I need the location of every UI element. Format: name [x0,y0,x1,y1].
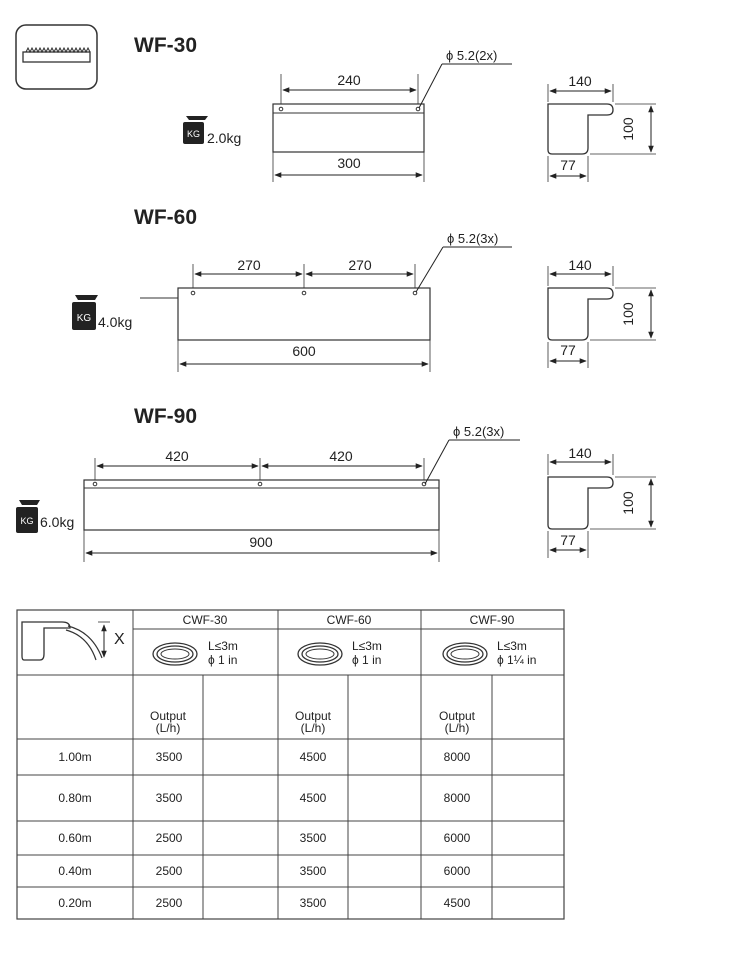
hose-length: L≤3m [352,639,382,653]
weight-value: 6.0kg [40,514,75,530]
weight-icon-label: KG [186,129,201,139]
side-height: 100 [620,302,636,326]
row-height: 0.20m [58,896,92,910]
row-height: 0.80m [58,791,92,805]
weight-icon [72,295,98,330]
weight-icon-label: KG [20,516,34,526]
row-height: 1.00m [58,750,92,764]
model-title: WF-90 [134,405,197,428]
side-view [548,477,613,529]
length-value: 300 [337,155,361,171]
fall-height-label: X [114,631,125,648]
output-value: 3500 [155,750,183,764]
side-width: 140 [568,257,592,273]
column-header: CWF-60 [326,613,372,627]
weight-value: 4.0kg [98,314,133,330]
side-depth: 77 [560,532,576,548]
output-value: 3500 [299,864,327,878]
output-value: 4500 [299,791,327,805]
length-value: 900 [249,534,273,550]
hose-length: L≤3m [497,639,527,653]
output-value: 6000 [443,831,471,845]
output-value: 8000 [443,750,471,764]
product-wf-60 [72,206,656,372]
column-header: CWF-30 [182,613,228,627]
hole-spacing: 240 [337,72,361,88]
hose-length: L≤3m [208,639,238,653]
output-value: 3500 [155,791,183,805]
row-height: 0.40m [58,864,92,878]
output-value: 3500 [299,896,327,910]
product-wf-90 [16,405,656,562]
output-value: 2500 [155,896,183,910]
side-depth: 77 [560,342,576,358]
waterfall-product-icon [16,25,97,89]
side-depth: 77 [560,157,576,173]
hole-spacing: 270 [237,257,261,273]
column-header: CWF-90 [469,613,515,627]
hose-diameter: ϕ 1 in [352,653,382,667]
weight-icon-label: KG [76,313,92,324]
model-title: WF-60 [134,206,197,229]
hole-spacing: 270 [348,257,372,273]
front-view [84,480,439,530]
output-value: 2500 [155,864,183,878]
front-view [178,288,430,340]
output-unit: (L/h) [300,721,326,735]
side-width: 140 [568,445,592,461]
hole-spacing: 420 [329,448,353,464]
output-value: 4500 [443,896,471,910]
output-value: 4500 [299,750,327,764]
weight-value: 2.0kg [207,130,242,146]
hose-diameter: ϕ 1¼ in [497,653,537,667]
side-view [548,104,613,154]
output-unit: (L/h) [444,721,470,735]
output-table [17,610,564,919]
hole-callout: ϕ 5.2(3x) [453,424,505,439]
hole-spacing: 420 [165,448,189,464]
output-label: Output [438,709,476,723]
hole-callout: ϕ 5.2(2x) [446,48,498,63]
output-value: 8000 [443,791,471,805]
side-height: 100 [620,117,636,141]
output-unit: (L/h) [155,721,181,735]
side-view [548,288,613,340]
side-width: 140 [568,73,592,89]
weight-icon [16,500,40,533]
output-value: 3500 [299,831,327,845]
output-value: 6000 [443,864,471,878]
model-title: WF-30 [134,34,197,57]
output-value: 2500 [155,831,183,845]
output-label: Output [294,709,332,723]
hose-diameter: ϕ 1 in [208,653,238,667]
front-view [273,104,424,152]
weight-icon [183,116,208,144]
row-height: 0.60m [58,831,92,845]
product-wf-30 [134,34,656,182]
side-height: 100 [620,491,636,515]
output-label: Output [149,709,187,723]
hole-callout: ϕ 5.2(3x) [447,231,499,246]
length-value: 600 [292,343,316,359]
